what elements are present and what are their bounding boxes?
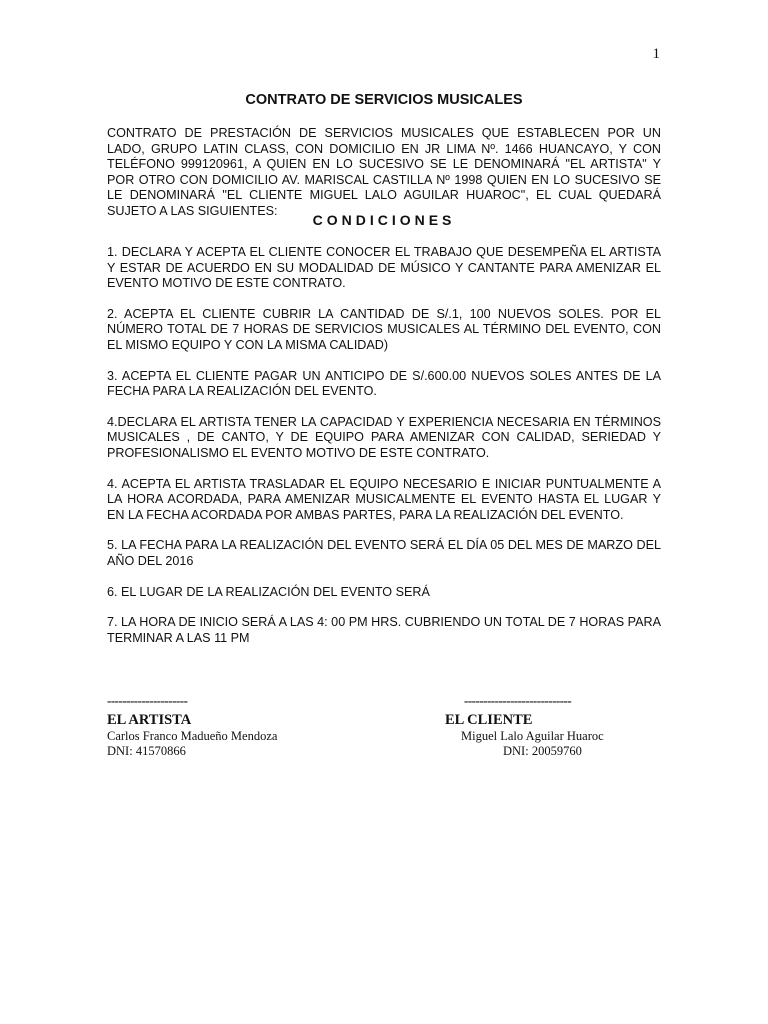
clause-6: 6. EL LUGAR DE LA REALIZACIÓN DEL EVENTO SERÁ [107,584,430,599]
clause-7: 7. LA HORA DE INICIO SERÁ A LAS 4: 00 PM HRS. CUBRIENDO UN TOTAL DE 7 HORAS PARA TERMINAR A LAS 11 PM [107,615,661,645]
signature-line: ---------------------------- [464,693,572,708]
signature-role: EL CLIENTE [445,712,533,728]
signature-role: EL ARTISTA [107,712,192,728]
signature-line: --------------------- [107,693,188,708]
clause-4: 4.DECLARA EL ARTISTA TENER LA CAPACIDAD Y EXPERIENCIA NECESARIA EN TÉRMINOS MUSICALES , DE CANTO, Y DE EQUIPO PARA AMENIZAR CON CALIDAD, SERIEDAD Y PROFESIONALISMO EL EVENTO MOTIVO DE ESTE CONTRATO. [107,414,661,460]
signature-name: Carlos Franco Madueño Mendoza [107,729,278,743]
signature-block-client [430,693,650,759]
signature-dni: DNI: 20059760 [503,744,582,758]
clause-1: 1. DECLARA Y ACEPTA EL CLIENTE CONOCER EL TRABAJO QUE DESEMPEÑA EL ARTISTA Y ESTAR DE ACUERDO EN SU MODALIDAD DE MÚSICO Y CANTANTE PARA AMENIZAR EL EVENTO MOTIVO DE ESTE CONTRATO. [107,245,661,291]
page-number: 1 [652,46,660,62]
clause-4b: 4. ACEPTA EL ARTISTA TRASLADAR EL EQUIPO NECESARIO E INICIAR PUNTUALMENTE A LA HORA ACORDADA, PARA AMENIZAR MUSICALMENTE EL EVENTO HASTA EL LUGAR Y EN LA FECHA ACORDADA POR AMBAS PARTES, PARA LA REALIZACIÓN DEL EVENTO. [107,476,661,522]
document-title: CONTRATO DE SERVICIOS MUSICALES [245,92,523,108]
clause-3: 3. ACEPTA EL CLIENTE PAGAR UN ANTICIPO DE S/.600.00 NUEVOS SOLES ANTES DE LA FECHA PARA LA REALIZACIÓN DEL EVENTO. [107,368,661,399]
signature-block-artist [107,693,367,759]
intro-paragraph: CONTRATO DE PRESTACIÓN DE SERVICIOS MUSICALES QUE ESTABLECEN POR UN LADO, GRUPO LATIN CLASS, CON DOMICILIO EN JR LIMA Nº. 1466 HUANCAYO, Y CON TELÉFONO 999120961, A QUIEN EN LO SUCESIVO SE LE DENOMINARÁ "EL ARTISTA" Y POR OTRO CON DOMICILIO AV. MARISCAL CASTILLA Nº 1998 QUIEN EN LO SUCESIVO SE LE DENOMINARÁ "EL CLIENTE MIGUEL LALO AGUILAR HUAROC", EL CUAL QUEDARÁ SUJETO A LAS SIGUIENTES: [107,126,661,218]
conditions-list [107,245,661,661]
signature-dni: DNI: 41570866 [107,744,186,758]
conditions-heading: CONDICIONES [312,212,456,228]
signature-name: Miguel Lalo Aguilar Huaroc [461,729,604,743]
clause-2: 2. ACEPTA EL CLIENTE CUBRIR LA CANTIDAD DE S/.1, 100 NUEVOS SOLES. POR EL NÚMERO TOTAL DE 7 HORAS DE SERVICIOS MUSICALES AL TÉRMINO DEL EVENTO, CON EL MISMO EQUIPO Y CON LA MISMA CALIDAD) [107,306,661,352]
clause-5: 5. LA FECHA PARA LA REALIZACIÓN DEL EVENTO SERÁ EL DÍA 05 DEL MES DE MARZO DEL AÑO DEL 2016 [107,538,661,568]
